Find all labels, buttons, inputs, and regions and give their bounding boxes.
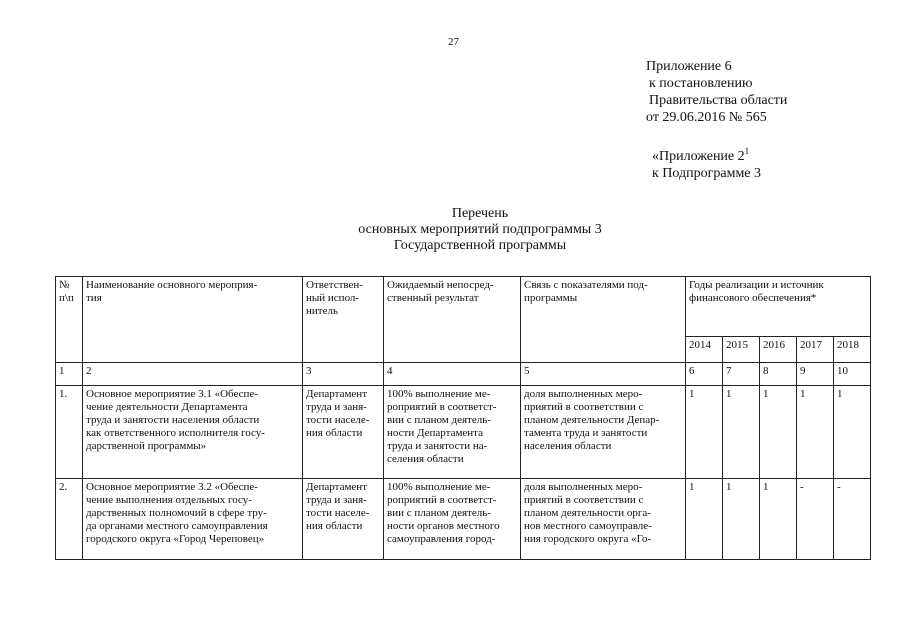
header-result: Ожидаемый непосред- ственный результат — [384, 277, 521, 363]
row-responsible: Департамент труда и заня- тости населе- ния области — [303, 479, 384, 560]
year-cell: 2014 — [686, 337, 723, 363]
appendix-2-line — [652, 148, 761, 165]
header-name: Наименование основного мероприя- тия — [83, 277, 303, 363]
header-link: Связь с показателями под- программы — [521, 277, 686, 363]
year-cell: 2017 — [797, 337, 834, 363]
appendix-2-superscript: 1 — [744, 146, 750, 156]
row-measure-name: Основное мероприятие 3.1 «Обеспе- чение деятельности Департамента труда и занятости населения области как ответственного исполнителя госу- дарственной программы» — [83, 386, 303, 479]
row-responsible: Департамент труда и заня- тости населе- ния области — [303, 386, 384, 479]
row-year-value: - — [797, 479, 834, 560]
row-year-value: 1 — [760, 479, 797, 560]
row-year-value: - — [834, 479, 871, 560]
row-link: доля выполненных меро- приятий в соответствии с планом деятельности орга- нов местного самоуправле- ния городского округа «Го- — [521, 479, 686, 560]
column-number: 2 — [83, 363, 303, 386]
appendix-block — [646, 58, 787, 126]
year-cell: 2018 — [834, 337, 871, 363]
appendix-2-text: «Приложение 2 — [652, 149, 745, 164]
appendix-2-block — [652, 148, 761, 182]
row-num: 1. — [56, 386, 83, 479]
appendix-line: Приложение 6 — [646, 59, 732, 74]
column-number: 9 — [797, 363, 834, 386]
column-number: 1 — [56, 363, 83, 386]
column-number: 6 — [686, 363, 723, 386]
row-year-value: 1 — [686, 479, 723, 560]
year-cell: 2015 — [723, 337, 760, 363]
row-year-value: 1 — [760, 386, 797, 479]
header-responsible: Ответствен- ный испол- нитель — [303, 277, 384, 363]
column-number: 8 — [760, 363, 797, 386]
column-number: 5 — [521, 363, 686, 386]
row-result: 100% выполнение ме- роприятий в соответст- вии с планом деятель- ности Департамента труда и занятости на- селения области — [384, 386, 521, 479]
row-result: 100% выполнение ме- роприятий в соответст- вии с планом деятель- ности органов местного самоуправления город- — [384, 479, 521, 560]
row-measure-name: Основное мероприятие 3.2 «Обеспе- чение выполнения отдельных госу- дарственных полномочий в сфере тру- да органами местного самоуправления городского округа «Город Череповец» — [83, 479, 303, 560]
column-number: 4 — [384, 363, 521, 386]
page-number: 27 — [448, 36, 459, 48]
table-row — [56, 386, 871, 479]
row-link: доля выполненных меро- приятий в соответствии с планом деятельности Депар- тамента труда и занятости населения области — [521, 386, 686, 479]
title-line: основных мероприятий подпрограммы 3 — [358, 222, 602, 237]
appendix-line: от 29.06.2016 № 565 — [646, 110, 767, 125]
year-cell: 2016 — [760, 337, 797, 363]
appendix-line: к постановлению — [649, 76, 753, 91]
row-year-value: 1 — [834, 386, 871, 479]
row-year-value: 1 — [723, 479, 760, 560]
appendix-2-line: к Подпрограмме 3 — [652, 166, 762, 181]
row-year-value: 1 — [797, 386, 834, 479]
title-line: Государственной программы — [393, 238, 567, 253]
row-num: 2. — [56, 479, 83, 560]
column-number: 3 — [303, 363, 384, 386]
table-row — [56, 479, 871, 560]
row-year-value: 1 — [686, 386, 723, 479]
column-number: 10 — [834, 363, 871, 386]
measures-table — [55, 276, 871, 560]
header-num: № п\п — [56, 277, 83, 363]
row-year-value: 1 — [723, 386, 760, 479]
column-number: 7 — [723, 363, 760, 386]
title-line: Перечень — [451, 206, 509, 221]
appendix-line: Правительства области — [649, 93, 788, 108]
document-title — [270, 206, 690, 254]
header-years: Годы реализации и источник финансового обеспечения* — [686, 277, 871, 337]
